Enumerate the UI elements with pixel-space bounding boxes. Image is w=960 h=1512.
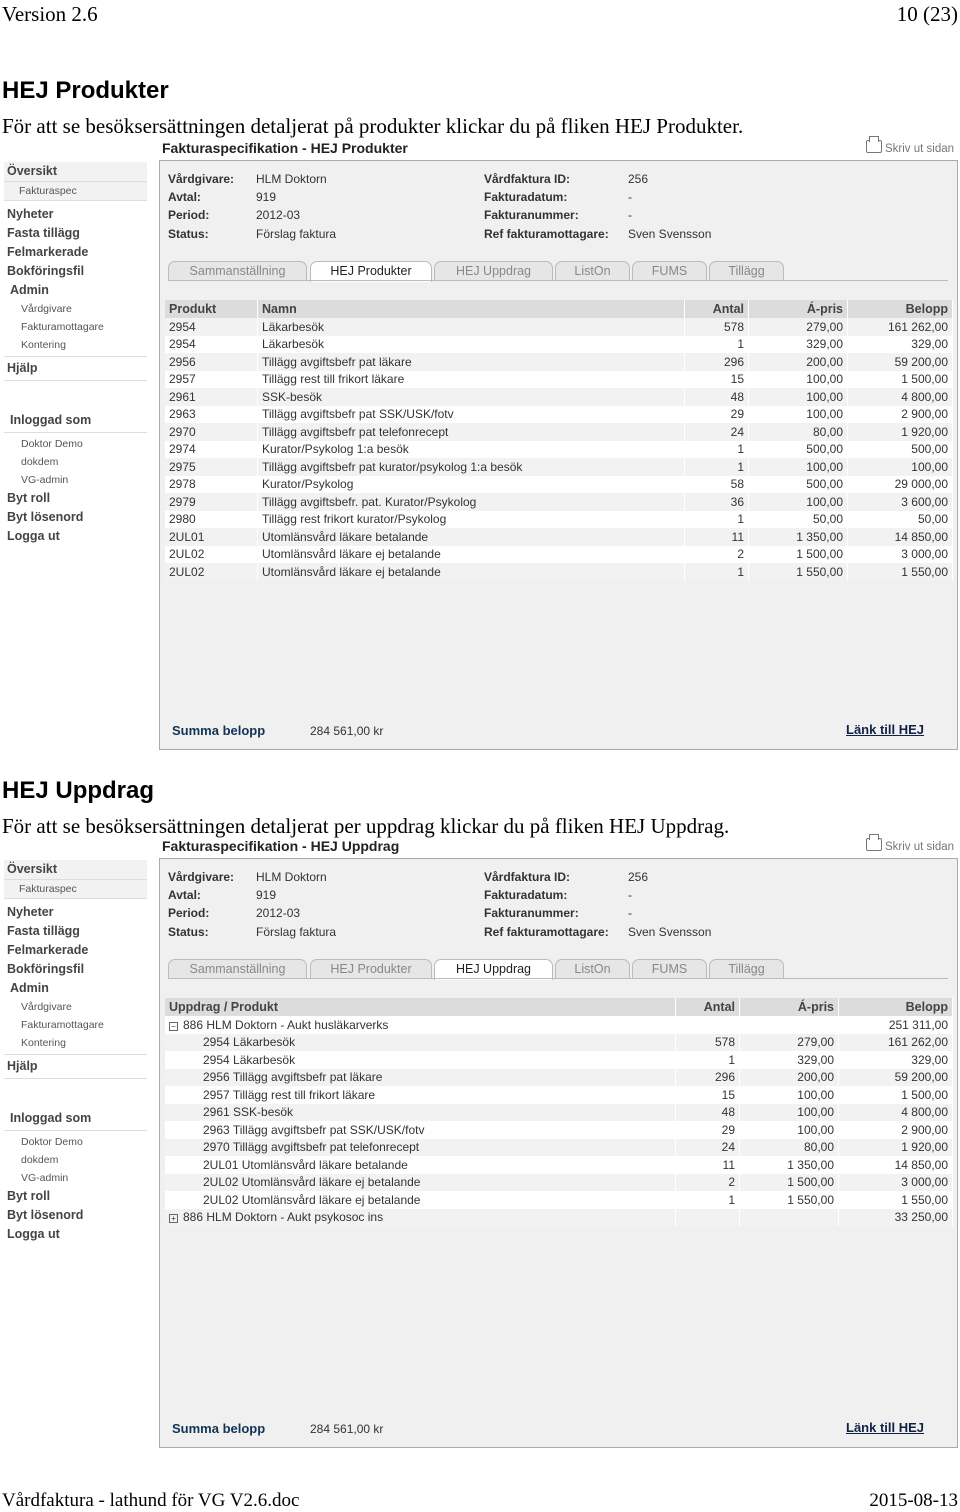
col-namn[interactable]: Namn	[258, 300, 685, 318]
cell-apris: 80,00	[749, 423, 848, 441]
tab-hej-produkter[interactable]: HEJ Produkter	[310, 959, 432, 978]
cell-belopp: 1 550,00	[848, 563, 953, 581]
cell-belopp: 1 920,00	[839, 1139, 953, 1157]
cell-namn: Tillägg avgiftsbefr. pat. Kurator/Psykolog	[258, 493, 685, 511]
sidebar-divider	[4, 1054, 147, 1055]
sidebar-item-nyheter[interactable]: Nyheter	[7, 207, 54, 221]
logout-link[interactable]: Logga ut	[7, 529, 60, 543]
ref-label: Ref fakturamottagare:	[484, 925, 609, 939]
sidebar-item-hjalp[interactable]: Hjälp	[7, 1059, 38, 1073]
cell-produkt: 2957 Tillägg rest till frikort läkare	[165, 1086, 676, 1104]
ref-value: Sven Svensson	[628, 925, 712, 939]
cell-belopp: 3 600,00	[848, 493, 953, 511]
sidebar-item-fasta-tillagg[interactable]: Fasta tillägg	[7, 226, 80, 240]
table-row	[165, 546, 953, 564]
cell-namn: Tillägg avgiftsbefr pat läkare	[258, 353, 685, 371]
cell-namn: Utomlänsvård läkare ej betalande	[258, 546, 685, 564]
cell-apris: 100,00	[749, 406, 848, 424]
fakturanummer-label: Fakturanummer:	[484, 906, 579, 920]
print-button[interactable]	[866, 838, 954, 853]
sidebar-item-nyheter[interactable]: Nyheter	[7, 905, 54, 919]
cell-produkt: 2UL02 Utomlänsvård läkare ej betalande	[165, 1174, 676, 1192]
cell-belopp: 3 000,00	[839, 1174, 953, 1192]
vardgivare-value: HLM Doktorn	[256, 172, 327, 186]
cell-belopp: 1 500,00	[839, 1086, 953, 1104]
expand-icon[interactable]: +	[169, 1214, 178, 1223]
print-label: Skriv ut sidan	[885, 841, 955, 853]
summa-value: 284 561,00 kr	[310, 724, 384, 738]
section-text-hej-uppdrag: För att se besöksersättningen detaljerat per uppdrag klickar du på fliken HEJ Uppdrag.	[2, 814, 730, 838]
cell-apris: 329,00	[749, 336, 848, 354]
table-row	[165, 458, 953, 476]
table-row	[165, 1051, 953, 1069]
cell-apris: 100,00	[749, 371, 848, 389]
cell-produkt: 2954	[165, 336, 258, 354]
col-belopp[interactable]: Belopp	[839, 998, 953, 1016]
cell-apris: 100,00	[749, 388, 848, 406]
summa-label: Summa belopp	[172, 723, 266, 738]
cell-produkt: 2UL02 Utomlänsvård läkare ej betalande	[165, 1191, 676, 1209]
table-row	[165, 353, 953, 371]
table-row	[165, 441, 953, 459]
cell-produkt: 2970	[165, 423, 258, 441]
cell-belopp: 2 900,00	[839, 1121, 953, 1139]
tab-hej-produkter[interactable]: HEJ Produkter	[310, 261, 432, 282]
cell-produkt: 2961	[165, 388, 258, 406]
cell-antal: 1	[685, 563, 749, 581]
cell-apris: 1 350,00	[740, 1156, 839, 1174]
group-label-text: 886 HLM Doktorn - Aukt husläkarverks	[183, 1017, 389, 1032]
fakturanummer-value: -	[628, 208, 632, 222]
screenshot-hej-produkter	[4, 140, 959, 750]
cell-antal: 1	[685, 336, 749, 354]
sidebar-item-felmarkerade[interactable]: Felmarkerade	[7, 943, 89, 957]
cell-antal: 58	[685, 476, 749, 494]
cell-apris: 329,00	[740, 1051, 839, 1069]
change-password-link[interactable]: Byt lösenord	[7, 510, 84, 524]
avtal-label: Avtal:	[168, 888, 201, 902]
cell-apris: 100,00	[740, 1121, 839, 1139]
col-antal[interactable]: Antal	[676, 998, 740, 1016]
table-row	[165, 493, 953, 511]
sidebar-item-admin[interactable]: Admin	[10, 981, 49, 995]
vf-id-value: 256	[628, 172, 649, 186]
period-label: Period:	[168, 208, 210, 222]
group-belopp: 33 250,00	[839, 1209, 953, 1227]
cell-produkt: 2956	[165, 353, 258, 371]
cell-antal: 24	[676, 1139, 740, 1157]
printer-icon	[866, 140, 882, 153]
user-role: VG-admin	[21, 474, 69, 486]
sidebar-item-kontering[interactable]: Kontering	[21, 1037, 66, 1049]
cell-apris: 100,00	[740, 1104, 839, 1122]
link-to-hej[interactable]: Länk till HEJ	[846, 1420, 925, 1435]
period-label: Period:	[168, 906, 210, 920]
cell-antal: 1	[685, 441, 749, 459]
print-label: Skriv ut sidan	[885, 143, 955, 155]
invoice-panel	[159, 858, 958, 1448]
status-label: Status:	[168, 227, 209, 241]
cell-produkt: 2980	[165, 511, 258, 529]
sidebar-item-fakturaspec[interactable]: Fakturaspec	[4, 182, 147, 201]
cell-antal: 1	[676, 1191, 740, 1209]
tab-liston[interactable]: ListOn	[555, 959, 630, 978]
sidebar-divider	[4, 1130, 147, 1131]
cell-apris: 80,00	[740, 1139, 839, 1157]
screenshot-hej-uppdrag	[4, 838, 959, 1448]
link-to-hej[interactable]: Länk till HEJ	[846, 722, 925, 737]
cell-apris: 500,00	[749, 441, 848, 459]
status-value: Förslag faktura	[256, 227, 337, 241]
sidebar-item-fakturaspec[interactable]: Fakturaspec	[4, 880, 147, 899]
vf-id-value: 256	[628, 870, 649, 884]
cell-belopp: 161 262,00	[839, 1034, 953, 1052]
cell-apris: 50,00	[749, 511, 848, 529]
col-antal[interactable]: Antal	[685, 300, 749, 318]
sidebar-menu	[4, 860, 147, 1244]
table-row	[165, 318, 953, 336]
sidebar-item-hjalp[interactable]: Hjälp	[7, 361, 38, 375]
sidebar-divider	[4, 356, 147, 357]
table-row	[165, 1174, 953, 1192]
avtal-value: 919	[256, 888, 277, 902]
sidebar-item-fasta-tillagg[interactable]: Fasta tillägg	[7, 924, 80, 938]
cell-namn: Tillägg avgiftsbefr pat telefonrecept	[258, 423, 685, 441]
cell-belopp: 29 000,00	[848, 476, 953, 494]
table-row	[165, 1069, 953, 1087]
cell-produkt: 2961 SSK-besök	[165, 1104, 676, 1122]
fakturanummer-label: Fakturanummer:	[484, 208, 579, 222]
cell-namn: Utomlänsvård läkare betalande	[258, 528, 685, 546]
switch-role-link[interactable]: Byt roll	[7, 1189, 51, 1203]
tab-tillagg[interactable]: Tillägg	[709, 959, 784, 978]
cell-apris: 279,00	[740, 1034, 839, 1052]
group-label	[165, 1209, 676, 1227]
logged-in-label: Inloggad som	[10, 413, 92, 427]
cell-apris: 1 500,00	[749, 546, 848, 564]
cell-namn: Tillägg rest frikort kurator/Psykolog	[258, 511, 685, 529]
cell-apris: 1 550,00	[740, 1191, 839, 1209]
user-name: Doktor Demo	[21, 438, 83, 450]
cell-antal: 11	[676, 1156, 740, 1174]
cell-produkt: 2954 Läkarbesök	[165, 1051, 676, 1069]
sidebar-item-kontering[interactable]: Kontering	[21, 339, 66, 351]
sidebar-item-oversikt[interactable]: Översikt	[4, 162, 147, 182]
cell-namn: Utomlänsvård läkare ej betalande	[258, 563, 685, 581]
table-row	[165, 406, 953, 424]
sidebar-item-vardgivare[interactable]: Vårdgivare	[21, 1001, 72, 1013]
col-apris[interactable]: Á-pris	[749, 300, 848, 318]
cell-belopp: 4 800,00	[848, 388, 953, 406]
vardgivare-value: HLM Doktorn	[256, 870, 327, 884]
summa-value: 284 561,00 kr	[310, 1422, 384, 1436]
avtal-value: 919	[256, 190, 277, 204]
section-heading-hej-produkter: HEJ Produkter	[2, 77, 169, 104]
cell-namn: SSK-besök	[258, 388, 685, 406]
cell-antal: 1	[685, 511, 749, 529]
fakturanummer-value: -	[628, 906, 632, 920]
cell-antal: 29	[676, 1121, 740, 1139]
group-label-text: 886 HLM Doktorn - Aukt psykosoc ins	[183, 1210, 384, 1225]
vardgivare-label: Vårdgivare:	[168, 870, 235, 884]
cell-produkt: 2UL01 Utomlänsvård läkare betalande	[165, 1156, 676, 1174]
sidebar-divider	[4, 432, 147, 433]
cell-antal: 24	[685, 423, 749, 441]
table-row	[165, 1191, 953, 1209]
cell-apris: 279,00	[749, 318, 848, 336]
cell-belopp: 1 920,00	[848, 423, 953, 441]
cell-antal: 11	[685, 528, 749, 546]
cell-belopp: 59 200,00	[839, 1069, 953, 1087]
cell-produkt: 2957	[165, 371, 258, 389]
cell-antal: 1	[685, 458, 749, 476]
cell-namn: Tillägg avgiftsbefr pat SSK/USK/fotv	[258, 406, 685, 424]
status-label: Status:	[168, 925, 209, 939]
cell-apris: 100,00	[749, 493, 848, 511]
cell-produkt: 2979	[165, 493, 258, 511]
cell-namn: Kurator/Psykolog	[258, 476, 685, 494]
vardgivare-label: Vårdgivare:	[168, 172, 235, 186]
cell-namn: Kurator/Psykolog 1:a besök	[258, 441, 685, 459]
cell-produkt: 2UL01	[165, 528, 258, 546]
sidebar-menu	[4, 162, 147, 546]
tab-hej-uppdrag[interactable]: HEJ Uppdrag	[434, 959, 553, 980]
doc-date: 2015-08-13	[869, 1490, 958, 1511]
cell-antal: 2	[676, 1174, 740, 1192]
cell-belopp: 500,00	[848, 441, 953, 459]
cell-antal: 48	[685, 388, 749, 406]
table-row	[165, 511, 953, 529]
sidebar-item-bokforingsfil[interactable]: Bokföringsfil	[7, 264, 85, 278]
sidebar-divider	[4, 380, 147, 381]
table-row	[165, 1156, 953, 1174]
sidebar-divider	[4, 1078, 147, 1079]
cell-produkt: 2975	[165, 458, 258, 476]
fakturadatum-value: -	[628, 888, 632, 902]
cell-produkt: 2UL02	[165, 546, 258, 564]
user-id: dokdem	[21, 456, 59, 468]
cell-antal: 29	[685, 406, 749, 424]
sidebar-item-felmarkerade[interactable]: Felmarkerade	[7, 245, 89, 259]
logged-in-label: Inloggad som	[10, 1111, 92, 1125]
table-row	[165, 1139, 953, 1157]
cell-produkt: 2963 Tillägg avgiftsbefr pat SSK/USK/fotv	[165, 1121, 676, 1139]
fakturadatum-value: -	[628, 190, 632, 204]
doc-version: Version 2.6	[2, 2, 98, 26]
table-row	[165, 1104, 953, 1122]
print-button[interactable]	[866, 140, 954, 155]
cell-belopp: 329,00	[848, 336, 953, 354]
table-row	[165, 388, 953, 406]
user-name: Doktor Demo	[21, 1136, 83, 1148]
cell-antal: 578	[676, 1034, 740, 1052]
invoice-panel	[159, 160, 958, 750]
products-table	[165, 300, 953, 581]
cell-antal: 578	[685, 318, 749, 336]
uppdrag-table	[165, 998, 953, 1226]
tab-sammanstallning[interactable]: Sammanställning	[168, 959, 307, 978]
tab-tillagg[interactable]: Tillägg	[709, 261, 784, 280]
cell-belopp: 14 850,00	[848, 528, 953, 546]
logout-link[interactable]: Logga ut	[7, 1227, 60, 1241]
cell-produkt: 2978	[165, 476, 258, 494]
group-label	[165, 1016, 676, 1034]
table-row	[165, 1034, 953, 1052]
cell-antal: 296	[685, 353, 749, 371]
tab-fums[interactable]: FUMS	[632, 261, 707, 280]
cell-belopp: 329,00	[839, 1051, 953, 1069]
tab-liston[interactable]: ListOn	[555, 261, 630, 280]
doc-filename: Vårdfaktura - lathund för VG V2.6.doc	[2, 1490, 300, 1511]
tab-hej-uppdrag[interactable]: HEJ Uppdrag	[434, 261, 553, 280]
ref-value: Sven Svensson	[628, 227, 712, 241]
cell-antal: 2	[685, 546, 749, 564]
status-value: Förslag faktura	[256, 925, 337, 939]
cell-namn: Läkarbesök	[258, 336, 685, 354]
cell-antal: 15	[676, 1086, 740, 1104]
cell-apris: 200,00	[740, 1069, 839, 1087]
group-belopp: 251 311,00	[839, 1016, 953, 1034]
avtal-label: Avtal:	[168, 190, 201, 204]
tab-sammanstallning[interactable]: Sammanställning	[168, 261, 307, 280]
group-row-expanded[interactable]	[165, 1016, 953, 1034]
sidebar-item-fakturamottagare[interactable]: Fakturamottagare	[21, 321, 104, 333]
tab-fums[interactable]: FUMS	[632, 959, 707, 978]
cell-antal: 296	[676, 1069, 740, 1087]
cell-belopp: 50,00	[848, 511, 953, 529]
cell-belopp: 100,00	[848, 458, 953, 476]
cell-belopp: 4 800,00	[839, 1104, 953, 1122]
user-id: dokdem	[21, 1154, 59, 1166]
cell-namn: Tillägg rest till frikort läkare	[258, 371, 685, 389]
sidebar-item-bokforingsfil[interactable]: Bokföringsfil	[7, 962, 85, 976]
fakturadatum-label: Fakturadatum:	[484, 888, 568, 902]
sidebar-item-fakturamottagare[interactable]: Fakturamottagare	[21, 1019, 104, 1031]
printer-icon	[866, 838, 882, 851]
period-value: 2012-03	[256, 208, 301, 222]
cell-produkt: 2954 Läkarbesök	[165, 1034, 676, 1052]
cell-antal: 36	[685, 493, 749, 511]
fakturadatum-label: Fakturadatum:	[484, 190, 568, 204]
cell-produkt: 2954	[165, 318, 258, 336]
table-row	[165, 371, 953, 389]
table-row	[165, 476, 953, 494]
doc-page-number: 10 (23)	[896, 2, 958, 26]
cell-produkt: 2974	[165, 441, 258, 459]
table-row	[165, 1121, 953, 1139]
cell-antal: 48	[676, 1104, 740, 1122]
cell-produkt: 2UL02	[165, 563, 258, 581]
collapse-icon[interactable]: −	[169, 1022, 178, 1031]
section-heading-hej-uppdrag: HEJ Uppdrag	[2, 777, 155, 804]
cell-apris: 200,00	[749, 353, 848, 371]
period-value: 2012-03	[256, 906, 301, 920]
switch-role-link[interactable]: Byt roll	[7, 491, 51, 505]
cell-belopp: 1 550,00	[839, 1191, 953, 1209]
table-row	[165, 1086, 953, 1104]
cell-produkt: 2963	[165, 406, 258, 424]
cell-produkt: 2956 Tillägg avgiftsbefr pat läkare	[165, 1069, 676, 1087]
col-apris[interactable]: Á-pris	[740, 998, 839, 1016]
cell-namn: Läkarbesök	[258, 318, 685, 336]
cell-apris: 500,00	[749, 476, 848, 494]
cell-antal: 1	[676, 1051, 740, 1069]
summa-label: Summa belopp	[172, 1421, 266, 1436]
panel-title: Fakturaspecifikation - HEJ Uppdrag	[162, 838, 400, 854]
cell-belopp: 1 500,00	[848, 371, 953, 389]
col-uppdrag-produkt[interactable]: Uppdrag / Produkt	[165, 998, 676, 1016]
cell-belopp: 59 200,00	[848, 353, 953, 371]
table-row	[165, 423, 953, 441]
vf-id-label: Vårdfaktura ID:	[484, 172, 571, 186]
cell-produkt: 2970 Tillägg avgiftsbefr pat telefonrecept	[165, 1139, 676, 1157]
cell-belopp: 161 262,00	[848, 318, 953, 336]
cell-apris: 100,00	[740, 1086, 839, 1104]
sidebar-item-vardgivare[interactable]: Vårdgivare	[21, 303, 72, 315]
col-produkt[interactable]: Produkt	[165, 300, 258, 318]
cell-apris: 100,00	[749, 458, 848, 476]
sidebar-item-oversikt[interactable]: Översikt	[4, 860, 147, 880]
table-row	[165, 528, 953, 546]
change-password-link[interactable]: Byt lösenord	[7, 1208, 84, 1222]
cell-apris: 1 350,00	[749, 528, 848, 546]
sidebar-item-admin[interactable]: Admin	[10, 283, 49, 297]
group-row-collapsed[interactable]	[165, 1209, 953, 1227]
section-text-hej-produkter: För att se besöksersättningen detaljerat på produkter klickar du på fliken HEJ Produkter.	[2, 114, 744, 138]
cell-antal: 15	[685, 371, 749, 389]
table-row	[165, 563, 953, 581]
panel-title: Fakturaspecifikation - HEJ Produkter	[162, 140, 408, 156]
vf-id-label: Vårdfaktura ID:	[484, 870, 571, 884]
cell-apris: 1 500,00	[740, 1174, 839, 1192]
cell-namn: Tillägg avgiftsbefr pat kurator/psykolog 1:a besök	[258, 458, 685, 476]
cell-belopp: 14 850,00	[839, 1156, 953, 1174]
user-role: VG-admin	[21, 1172, 69, 1184]
ref-label: Ref fakturamottagare:	[484, 227, 609, 241]
cell-belopp: 2 900,00	[848, 406, 953, 424]
table-row	[165, 336, 953, 354]
col-belopp[interactable]: Belopp	[848, 300, 953, 318]
cell-apris: 1 550,00	[749, 563, 848, 581]
cell-belopp: 3 000,00	[848, 546, 953, 564]
